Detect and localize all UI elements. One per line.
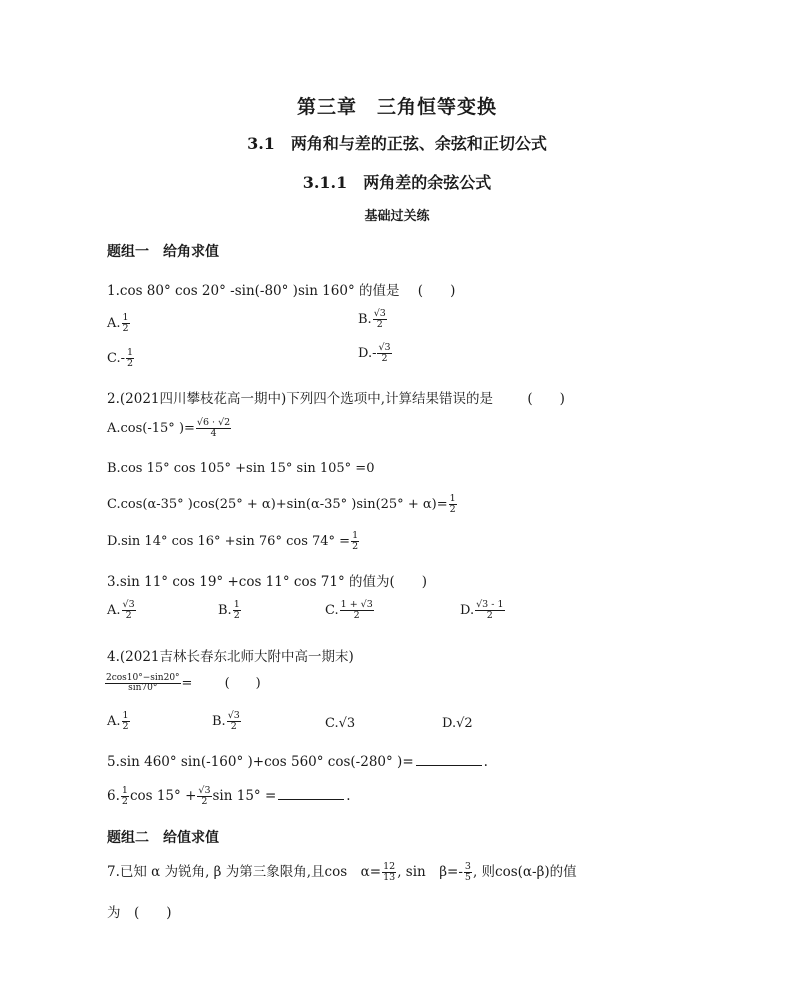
- question-4-source: 4.(2021吉林长春东北师大附中高一期末): [107, 649, 354, 665]
- question-7: 7.已知 α 为锐角, β 为第三象限角,且cos α= $\frac{12}{13}$ , sin β=- $\frac{3}{5}$ , 则cos(α-β)的值: [107, 861, 577, 883]
- question-5-answer-blank[interactable]: [416, 765, 482, 766]
- question-4-option-a: A. $\frac{1}{2}$: [107, 710, 129, 732]
- question-4-option-b: B. $\frac{√3}{2}$: [212, 710, 240, 732]
- question-1-option-a: A. $\frac{1}{2}$: [107, 312, 129, 334]
- question-2-answer-paren: ( ): [527, 391, 565, 407]
- question-2-option-d: D.sin 14° cos 16° +sin 76° cos 74° = $\frac{1}{2}$: [107, 530, 359, 552]
- question-1: [107, 279, 455, 299]
- question-1-option-d: D.- $\frac{√3}{2}$: [358, 342, 391, 364]
- question-7-line-2: 为 ( ): [107, 905, 172, 921]
- group-one-heading: 题组一 给角求值: [107, 244, 219, 260]
- question-1-stem: 1.cos 80° cos 20° -sin(-80° )sin 160° 的值是: [107, 283, 400, 299]
- question-3-stem: 3.sin 11° cos 19° +cos 11° cos 71° 的值为( ): [107, 574, 428, 590]
- subsection-title: 3.1.1 两角差的余弦公式: [302, 173, 492, 192]
- group-two-heading: 题组二 给值求值: [107, 830, 219, 846]
- question-1-option-c: C.- $\frac{1}{2}$: [107, 347, 134, 369]
- question-2-option-a: A.cos(-15° )= $\frac{√6 \cdot √2}{4}$: [107, 417, 231, 439]
- question-5: 5.sin 460° sin(-160° )+cos 560° cos(-280° )= .: [107, 754, 488, 770]
- question-6: 6. $\frac{1}{2}$ cos 15° + $\frac{√3}{2}$ sin 15° = .: [107, 785, 351, 807]
- section-title: 3.1 两角和与差的正弦、余弦和正切公式: [247, 134, 547, 153]
- question-1-option-b: B. $\frac{√3}{2}$: [358, 308, 386, 330]
- question-1-answer-paren: ( ): [417, 283, 456, 299]
- question-4-option-c: C.√3: [325, 716, 356, 731]
- question-6-answer-blank[interactable]: [278, 799, 344, 800]
- question-2-stem: 2.(2021四川攀枝花高一期中)下列四个选项中,计算结果错误的是: [107, 391, 494, 407]
- question-3: [107, 570, 427, 590]
- question-3-option-b: B. $\frac{1}{2}$: [218, 599, 240, 621]
- question-4-expression: $\frac{2\cos 10^\circ-\sin 20^\circ}{\sin 70^\circ}$ = ( ): [106, 672, 261, 693]
- question-2: [107, 387, 565, 407]
- question-3-option-d: D. $\frac{√3 - 1}{2}$: [460, 599, 504, 621]
- question-2-option-b: B.cos 15° cos 105° +sin 15° sin 105° =0: [107, 461, 375, 476]
- chapter-title: 第三章 三角恒等变换: [296, 96, 497, 118]
- question-2-option-c: C.cos(α-35° )cos(25° + α)+sin(α-35° )sin(25° + α)= $\frac{1}{2}$: [107, 493, 456, 515]
- question-3-option-c: C. $\frac{1 + √3}{2}$: [325, 599, 373, 621]
- question-4-answer-paren: ( ): [224, 676, 261, 691]
- question-3-option-a: A. $\frac{√3}{2}$: [107, 599, 135, 621]
- question-4-option-d: D.√2: [442, 716, 473, 731]
- practice-title: 基础过关练: [364, 209, 430, 224]
